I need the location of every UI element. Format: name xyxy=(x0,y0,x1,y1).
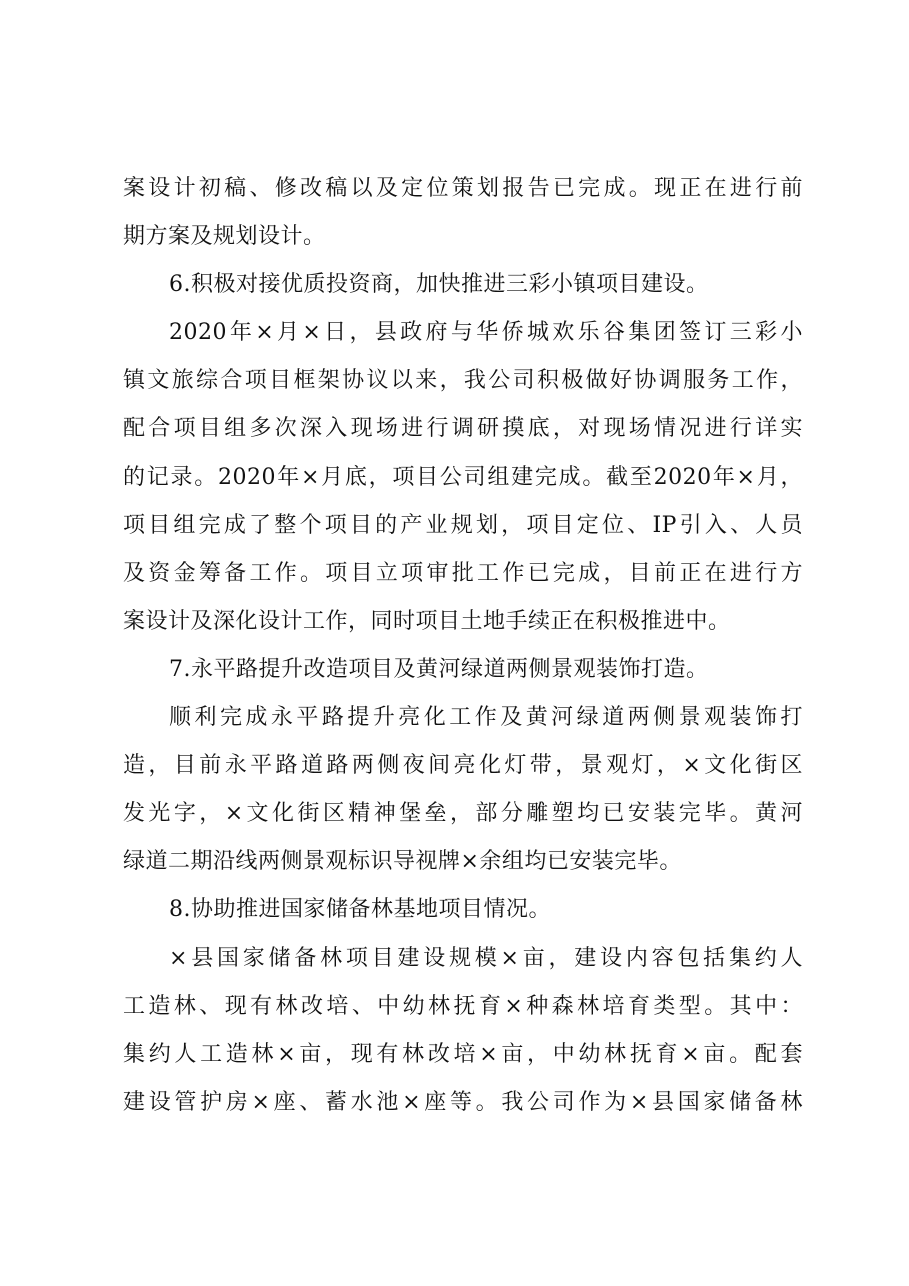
paragraph-line: 集约人工造林×亩，现有林改培×亩，中幼林抚育×亩。配套 xyxy=(123,1041,803,1067)
paragraph-line: 案设计初稿、修改稿以及定位策划报告已完成。现正在进行前 xyxy=(123,176,803,201)
paragraph-line: 工造林、现有林改培、中幼林抚育×种森林培育类型。其中： xyxy=(123,993,803,1019)
section-heading-8: 8.协助推进国家储备林基地项目情况。 xyxy=(169,897,551,923)
paragraph-line: 绿道二期沿线两侧景观标识导视牌×余组均已安装完毕。 xyxy=(123,849,682,875)
paragraph-line: 案设计及深化设计工作，同时项目土地手续正在积极推进中。 xyxy=(123,608,731,634)
paragraph-line: 造，目前永平路道路两侧夜间亮化灯带，景观灯，×文化街区 xyxy=(123,753,803,779)
paragraph-line: 发光字，×文化街区精神堡垒，部分雕塑均已安装完毕。黄河 xyxy=(123,801,803,827)
paragraph-line: 及资金筹备工作。项目立项审批工作已完成，目前正在进行方 xyxy=(123,560,803,586)
section-heading-7: 7.永平路提升改造项目及黄河绿道两侧景观装饰打造。 xyxy=(169,656,709,682)
paragraph-line: 期方案及规划设计。 xyxy=(123,224,326,250)
section-heading-6: 6.积极对接优质投资商，加快推进三彩小镇项目建设。 xyxy=(169,272,709,298)
paragraph-line: 配合项目组多次深入现场进行调研摸底，对现场情况进行详实 xyxy=(123,416,803,442)
paragraph-line: 2020年×月×日，县政府与华侨城欢乐谷集团签订三彩小 xyxy=(169,320,803,346)
document-body xyxy=(123,165,803,1127)
paragraph-line: 镇文旅综合项目框架协议以来，我公司积极做好协调服务工作， xyxy=(123,368,803,394)
paragraph-line: 顺利完成永平路提升亮化工作及黄河绿道两侧景观装饰打 xyxy=(169,705,803,731)
paragraph-line: 项目组完成了整个项目的产业规划，项目定位、IP引入、人员 xyxy=(123,512,803,538)
paragraph-line: 建设管护房×座、蓄水池×座等。我公司作为×县国家储备林 xyxy=(123,1089,803,1115)
paragraph-line: 的记录。2020年×月底，项目公司组建完成。截至2020年×月， xyxy=(123,464,803,490)
paragraph-line: ×县国家储备林项目建设规模×亩，建设内容包括集约人 xyxy=(169,945,803,971)
